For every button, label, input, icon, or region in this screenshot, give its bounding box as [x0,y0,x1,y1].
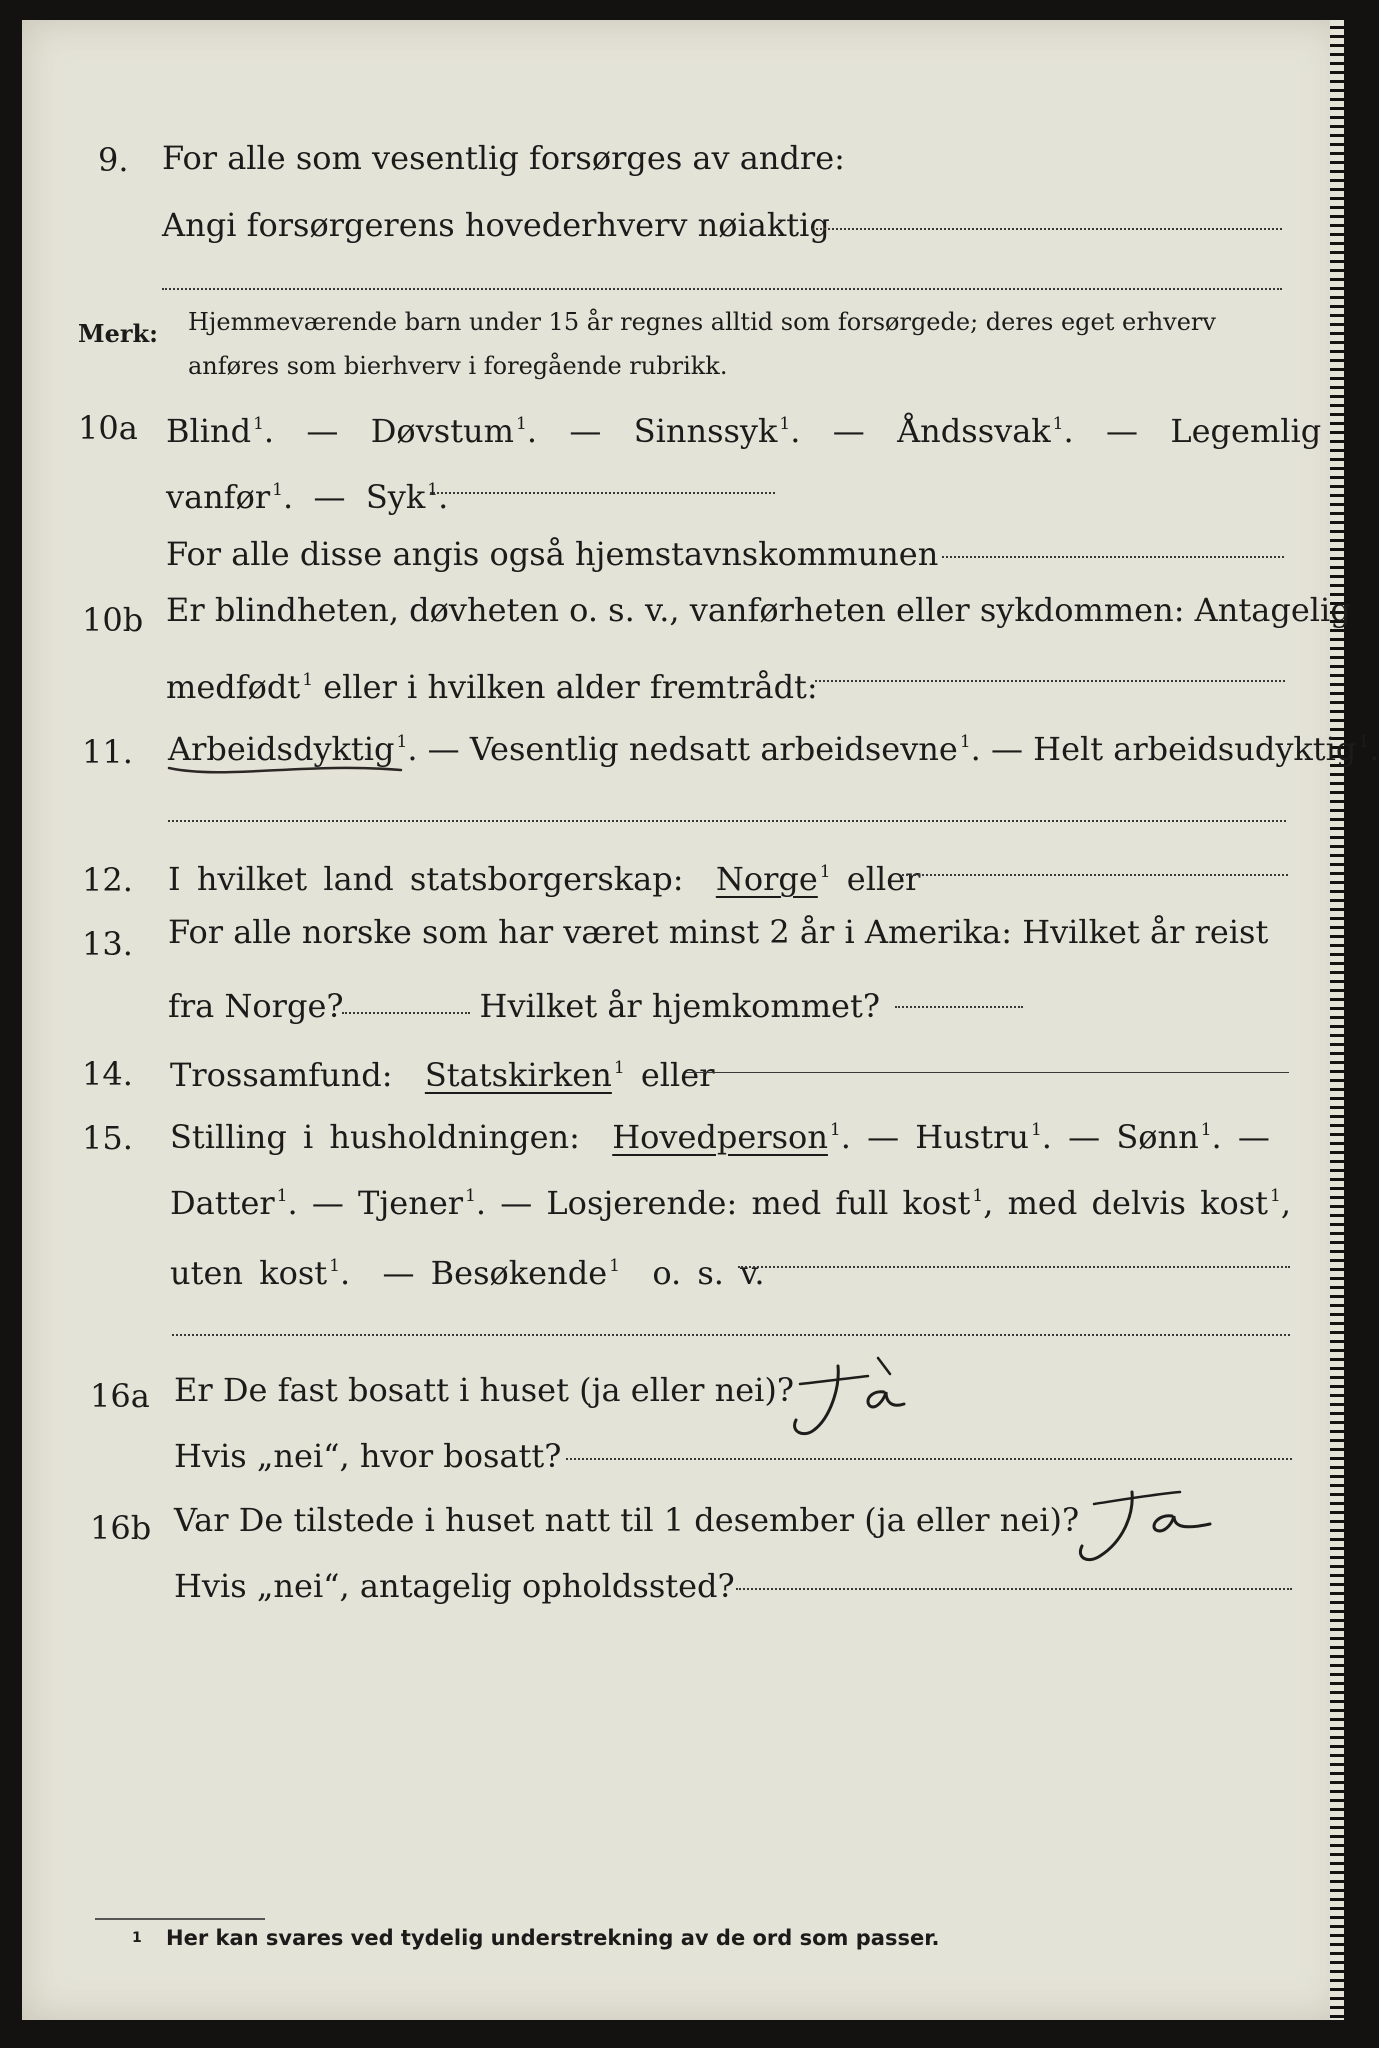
footnote-text: Her kan svares ved tydelig understrekning av de ord som passer. [166,1926,940,1950]
q16b-answer-line[interactable] [736,1588,1292,1590]
q13-number: 13. [82,925,133,963]
q16a-number: 16a [90,1377,150,1415]
page-edge [1330,20,1344,2020]
footnote-mark: 1 [132,1930,142,1946]
q10a-blind: Blind [166,412,252,450]
q14-statskirken[interactable]: Statskirken [424,1056,612,1094]
merk-line2: anføres som bierhverv i foregående rubrikk. [188,352,728,380]
q15-number: 15. [82,1119,133,1157]
q10a-line2: vanfør $^1$. — Syk $^1$. [166,478,449,516]
q13-line1: For alle norske som har været minst 2 år i Amerika: Hvilket år reist [168,913,1269,951]
q16a-line2: Hvis „nei“, hvor bosatt? [174,1437,562,1475]
q13-hjemkommet-line[interactable] [895,1006,1023,1008]
q10a-hjemstavn-line[interactable] [942,556,1284,558]
q10a-legemlig: Legemlig [1170,412,1322,450]
q16b-line1: Var De tilstede i huset natt til 1 desember (ja eller nei)? [174,1501,1080,1539]
merk-line1: Hjemmeværende barn under 15 år regnes alltid som forsørgede; deres eget erhverv [188,308,1216,336]
q14-line: Trossamfund: Statskirken $^1$ eller [170,1056,715,1094]
q15-answer-line-2[interactable] [172,1334,1290,1336]
q10a-sinnssyk: Sinnssyk [633,412,778,450]
q12-line: I hvilket land statsborgerskap: Norge $^1$ eller [168,860,921,898]
q16b-number: 16b [90,1509,152,1547]
q10a-number: 10a [78,409,138,447]
q12-answer-line[interactable] [902,874,1288,876]
q11-answer-line[interactable] [168,820,1286,822]
q9-line2: Angi forsørgerens hovederhverv nøiaktig [162,206,830,244]
q16a-line1: Er De fast bosatt i huset (ja eller nei)? [174,1371,795,1409]
merk-label: Merk: [78,319,158,348]
q15-line1: Stilling i husholdningen: Hovedperson $^1$. — Hustru $^1$. — Sønn $^1$. — [170,1118,1270,1156]
q10b-line1: Er blindheten, døvheten o. s. v., vanførheten eller sykdommen: Antagelig [166,591,1351,629]
q16a-answer-line[interactable] [566,1458,1292,1460]
q12-norge[interactable]: Norge [715,860,818,898]
q12-number: 12. [82,861,133,899]
q10a-andssvak: Åndssvak [897,412,1051,450]
footnote-rule [95,1918,265,1920]
q14-number: 14. [82,1055,133,1093]
q9-answer-line-2[interactable] [162,288,1282,290]
q16a-handwritten-answer[interactable] [780,1348,940,1448]
q16b-line2: Hvis „nei“, antagelig opholdssted? [174,1567,735,1605]
q10b-line2: medfødt $^1$ eller i hvilken alder fremtrådt: [166,668,818,706]
q11-line: Arbeidsdyktig $^1$. — Vesentlig nedsatt arbeidsevne $^1$. — Helt arbeidsudyktig $^1$. [168,730,1379,768]
q9-number: 9. [98,141,129,179]
q15-line3: uten kost $^1$. — Besøkende $^1$ o. s. v. [170,1254,765,1292]
q10a-syk: Syk [365,478,426,516]
q15-hovedperson[interactable]: Hovedperson [612,1118,828,1156]
q13-reist-line[interactable] [342,1012,470,1014]
q10b-answer-line[interactable] [815,680,1285,682]
q9-line1: For alle som vesentlig forsørges av andre: [162,139,845,177]
q10b-number: 10b [82,601,144,639]
q14-answer-line[interactable] [686,1072,1289,1073]
q15-answer-line[interactable] [738,1266,1290,1268]
q11-number: 11. [82,733,133,771]
q10a-line1: Blind $^1$. — Døvstum $^1$. — Sinnssyk $^1$. — Åndssvak $^1$. — Legemlig [166,412,1322,450]
q10a-vanfor: vanfør [166,478,271,516]
q16b-handwritten-answer[interactable] [1060,1480,1240,1570]
q13-line2: fra Norge? Hvilket år hjemkommet? [168,987,880,1025]
q10a-dovstum: Døvstum [370,412,514,450]
q10a-line3: For alle disse angis også hjemstavnskommunen [166,535,939,573]
q11-arbeidsdyktig[interactable]: Arbeidsdyktig [168,730,395,768]
q10a-answer-line[interactable] [430,492,775,494]
q15-line2: Datter $^1$. — Tjener $^1$. — Losjerende: med full kost $^1$, med delvis kost $^1$, [170,1184,1292,1222]
q9-answer-line[interactable] [812,228,1282,230]
q11-handwritten-underline [165,754,405,784]
